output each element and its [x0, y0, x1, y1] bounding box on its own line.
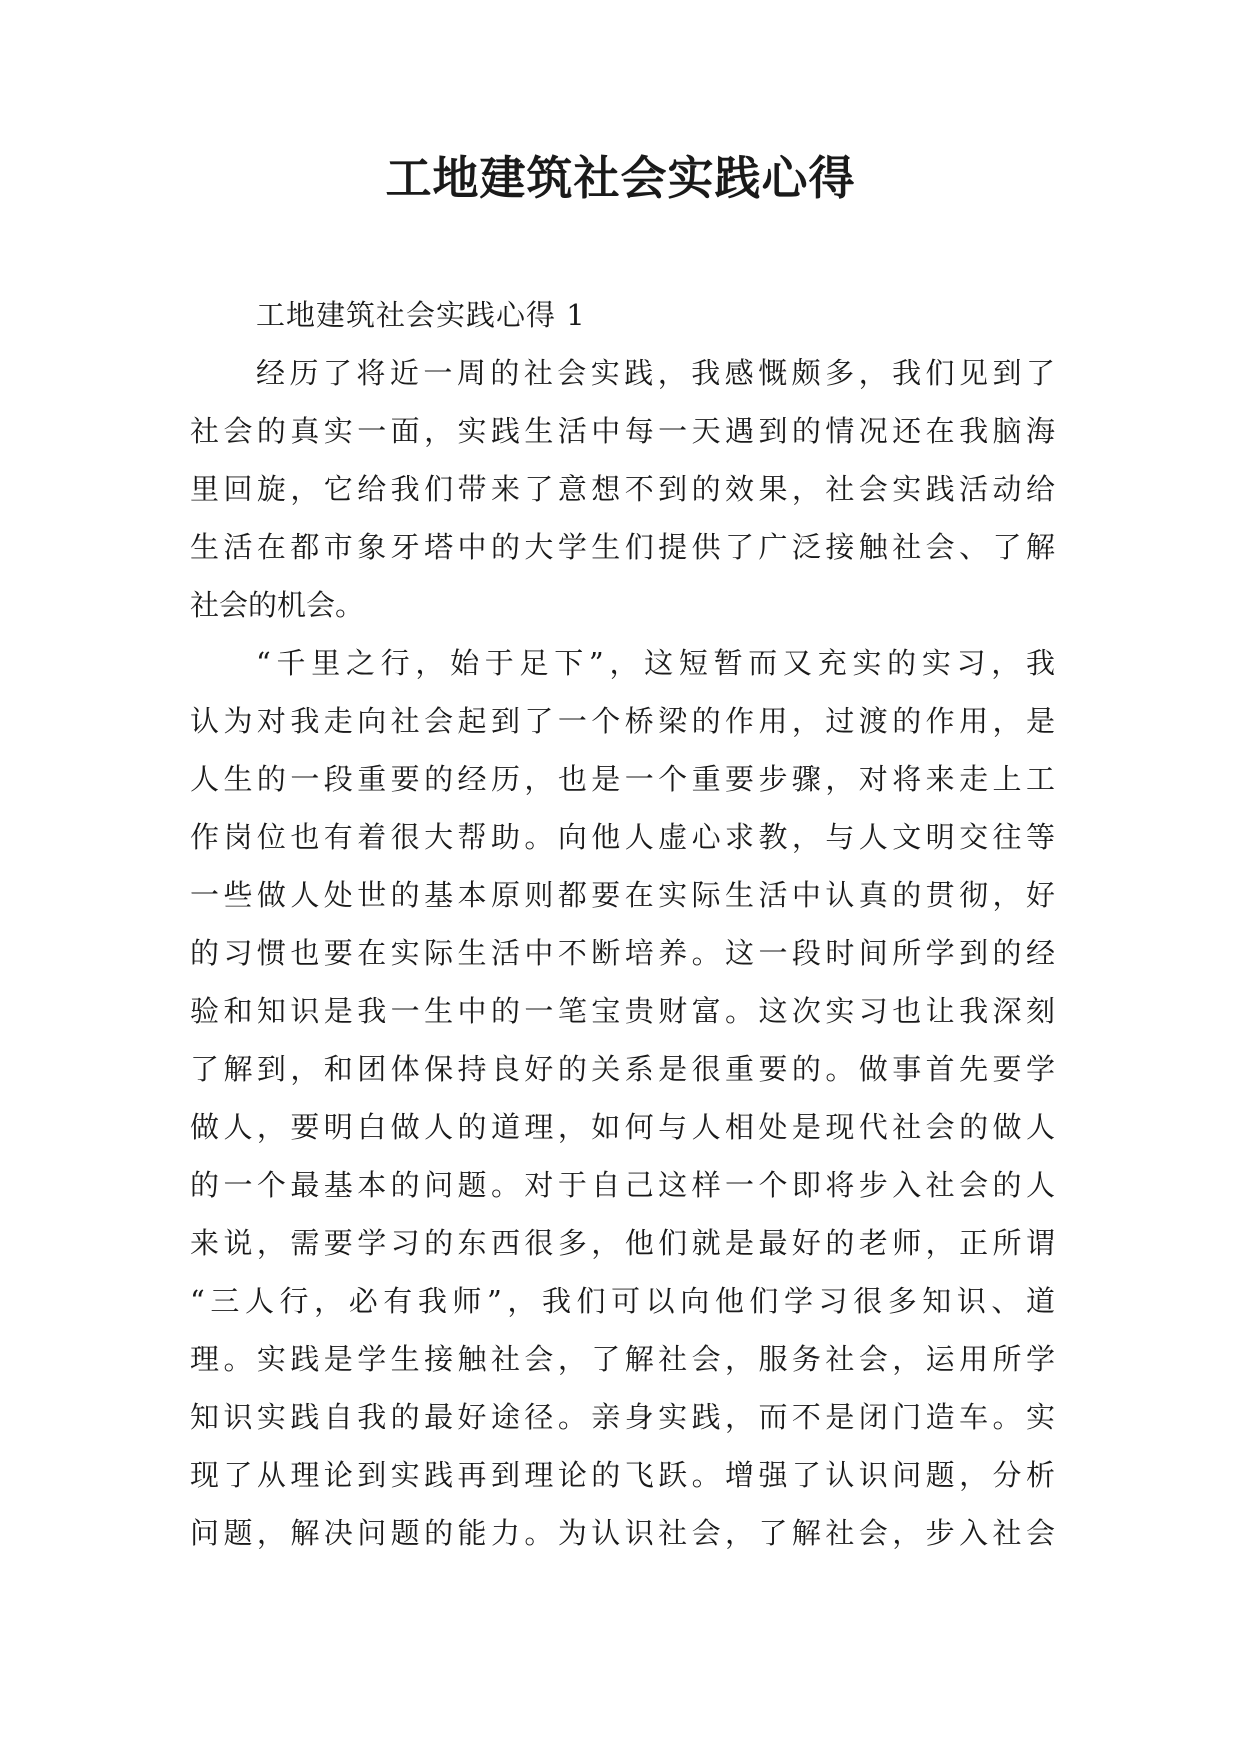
text-line: 了解到，和团体保持良好的关系是很重要的。做事首先要学	[190, 1052, 1055, 1086]
text-line: 生活在都市象牙塔中的大学生们提供了广泛接触社会、了解	[190, 530, 1055, 564]
text-line: 知识实践自我的最好途径。亲身实践，而不是闭门造车。实	[190, 1400, 1055, 1434]
text-line: 人生的一段重要的经历，也是一个重要步骤，对将来走上工	[190, 762, 1055, 796]
text-line: 现了从理论到实践再到理论的飞跃。增强了认识问题，分析	[190, 1458, 1055, 1492]
text-line: 社会的机会。	[190, 588, 365, 622]
text-line: 经历了将近一周的社会实践，我感慨颇多，我们见到了	[256, 356, 1055, 390]
text-line: 来说，需要学习的东西很多，他们就是最好的老师，正所谓	[190, 1226, 1055, 1260]
text-line: “三人行，必有我师”，我们可以向他们学习很多知识、道	[190, 1284, 1055, 1318]
text-line: 认为对我走向社会起到了一个桥梁的作用，过渡的作用，是	[190, 704, 1055, 738]
document-body	[190, 286, 1055, 1562]
section-heading: 工地建筑社会实践心得 1	[256, 298, 586, 332]
text-line: 一些做人处世的基本原则都要在实际生活中认真的贯彻，好	[190, 878, 1055, 912]
text-line: 做人，要明白做人的道理，如何与人相处是现代社会的做人	[190, 1110, 1055, 1144]
paragraph-2	[190, 634, 1055, 1562]
text-line: 的一个最基本的问题。对于自己这样一个即将步入社会的人	[190, 1168, 1055, 1202]
text-line: 验和知识是我一生中的一笔宝贵财富。这次实习也让我深刻	[190, 994, 1055, 1028]
text-line: 作岗位也有着很大帮助。向他人虚心求教，与人文明交往等	[190, 820, 1055, 854]
text-line: 的习惯也要在实际生活中不断培养。这一段时间所学到的经	[190, 936, 1055, 970]
text-line: “千里之行，始于足下”，这短暂而又充实的实习，我	[256, 646, 1055, 680]
paragraph-1	[190, 344, 1055, 634]
document-title: 工地建筑社会实践心得	[385, 151, 856, 205]
text-line: 问题，解决问题的能力。为认识社会，了解社会，步入社会	[190, 1516, 1055, 1550]
text-line: 社会的真实一面，实践生活中每一天遇到的情况还在我脑海	[190, 414, 1055, 448]
text-line: 里回旋，它给我们带来了意想不到的效果，社会实践活动给	[190, 472, 1055, 506]
text-line: 理。实践是学生接触社会，了解社会，服务社会，运用所学	[190, 1342, 1055, 1376]
